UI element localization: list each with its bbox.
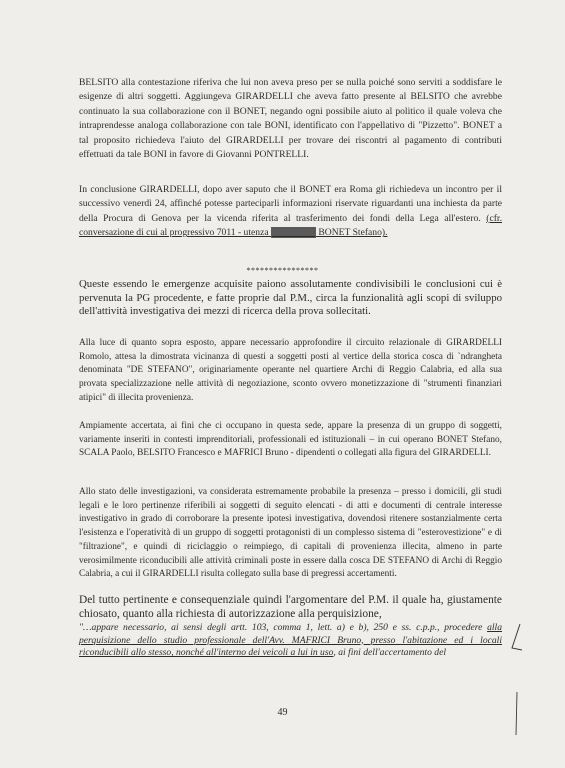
- paragraph-alla-luce: Alla luce di quanto sopra esposto, appare necessario approfondire il circuito relazionale di GIRARDELLI Romolo, attesa la dimostrata vicinanza di questi a soggetti posti al vertice della storica cosca di `ndrangheta denominata "DE STEFANO", originariamente operante nel quartiere Archi di Reggio Calabria, ed alla sua provata specializzazione nelle attività di negoziazione, sconto ovvero monetizzazione di "strumenti finanziari atipici" di illecita provenienza.: [79, 338, 502, 403]
- quoted-request-underlined: alla perquisizione dello studio professionale dell'Avv. MAFRICI Bruno, presso l'abitazione ed i locali riconducibili allo stesso, nonché all'interno dei veicoli a lui in uso: [79, 622, 502, 659]
- paragraph-emergenze: Queste essendo le emergenze acquisite paiono assolutamente condivisibili le conclusioni cui è pervenuta la PG procedente, e fatte proprie dal P.M., circa la funzionalità agli scopi di sviluppo dell'attività investigativa dei mezzi di ricerca della prova sollecitati.: [79, 278, 502, 317]
- quoted-request-end: , ai fini dell'accertamento del: [333, 647, 447, 659]
- paragraph-del-tutto: Del tutto pertinente e consequenziale quindi l'argomentare del P.M. il quale ha, giustamente chiosato, quanto alla richiesta di autorizzazione alla perquisizione,: [79, 594, 502, 620]
- paragraph-stato-investigazioni: Allo stato delle investigazioni, va considerata estremamente probabile la presenza – presso i domicili, gli studi legali e le loro pertinenze riferibili ai soggetti di seguito elencati - di atti e documenti di centrale interesse investigativo in grado di corroborare la presente ipotesi investigativa, dovendosi ritenere sostanzialmente certa l'esistenza e l'operatività di un gruppo di soggetti protagonisti di un complesso sistema di "esterovestizione" e di "filtrazione", e quindi di riciclaggio o reimpiego, di capitali di provenienza illecita, almeno in parte verosimilmente riconducibili alle attività criminali poste in essere dalla cosca DE STEFANO di Archi di Reggio Calabria, a cui il GIRARDELLI risulta collegato sulla base di pregressi accertamenti.: [79, 487, 502, 580]
- paragraph-conclusione-text: In conclusione GIRARDELLI, dopo aver saputo che il BONET era Roma gli richiedeva un incontro per il successivo venerdì 24, affinché potesse parteciparli informazioni riservate riguardanti una inchiesta da parte della Procura di Genova per la vicenda riferita al trasferimento dei fondi della Lega all'estero.: [79, 184, 502, 224]
- paragraph-conclusione: [79, 183, 502, 241]
- section-separator: ****************: [246, 266, 319, 275]
- paragraph-ampiamente: Ampiamente accertata, ai fini che ci occupano in questa sede, appare la presenza di un gruppo di soggetti, variamente inseriti in contesti imprenditoriali, professionali ed istituzionali – in cui operano BONET Stefano, SCALA Paolo, BELSITO Francesco e MAFRICI Bruno - dipendenti o collegati alla figura del GIRARDELLI.: [79, 421, 502, 459]
- page-number: 49: [277, 707, 288, 718]
- conversation-reference-start: (cfr. conversazione di cui al progressivo 7011 - utenza: [79, 212, 502, 239]
- margin-handwritten-mark: [506, 620, 528, 740]
- redacted-phone-number: [271, 227, 316, 238]
- quoted-request: [79, 622, 502, 660]
- paragraph-belsito: BELSITO alla contestazione riferiva che lui non aveva preso per se nulla poiché sono serviti a soddisfare le esigenze di altri soggetti. Aggiungeva GIRARDELLI che aveva fatto presente al BELSITO che avrebbe continuato la sua collaborazione con il BONET, negando ogni possibile aiuto al politico il quale voleva che intraprendesse analoga collaborazione con tale BONI, identificato con l'appellativo di "Pizzetto". BONET a tal proposito richiedeva l'aiuto del GIRARDELLI per trovare dei riscontri al pagamento di contributi effettuati da tale BONI in favore di Giovanni PONTRELLI.: [79, 77, 502, 161]
- conversation-reference-end: BONET Stefano).: [315, 227, 388, 239]
- quoted-request-start: "…appare necessario, ai sensi degli artt. 103, comma 1, lett. a) e b), 250 e ss. c.p.p., procedere: [79, 622, 488, 633]
